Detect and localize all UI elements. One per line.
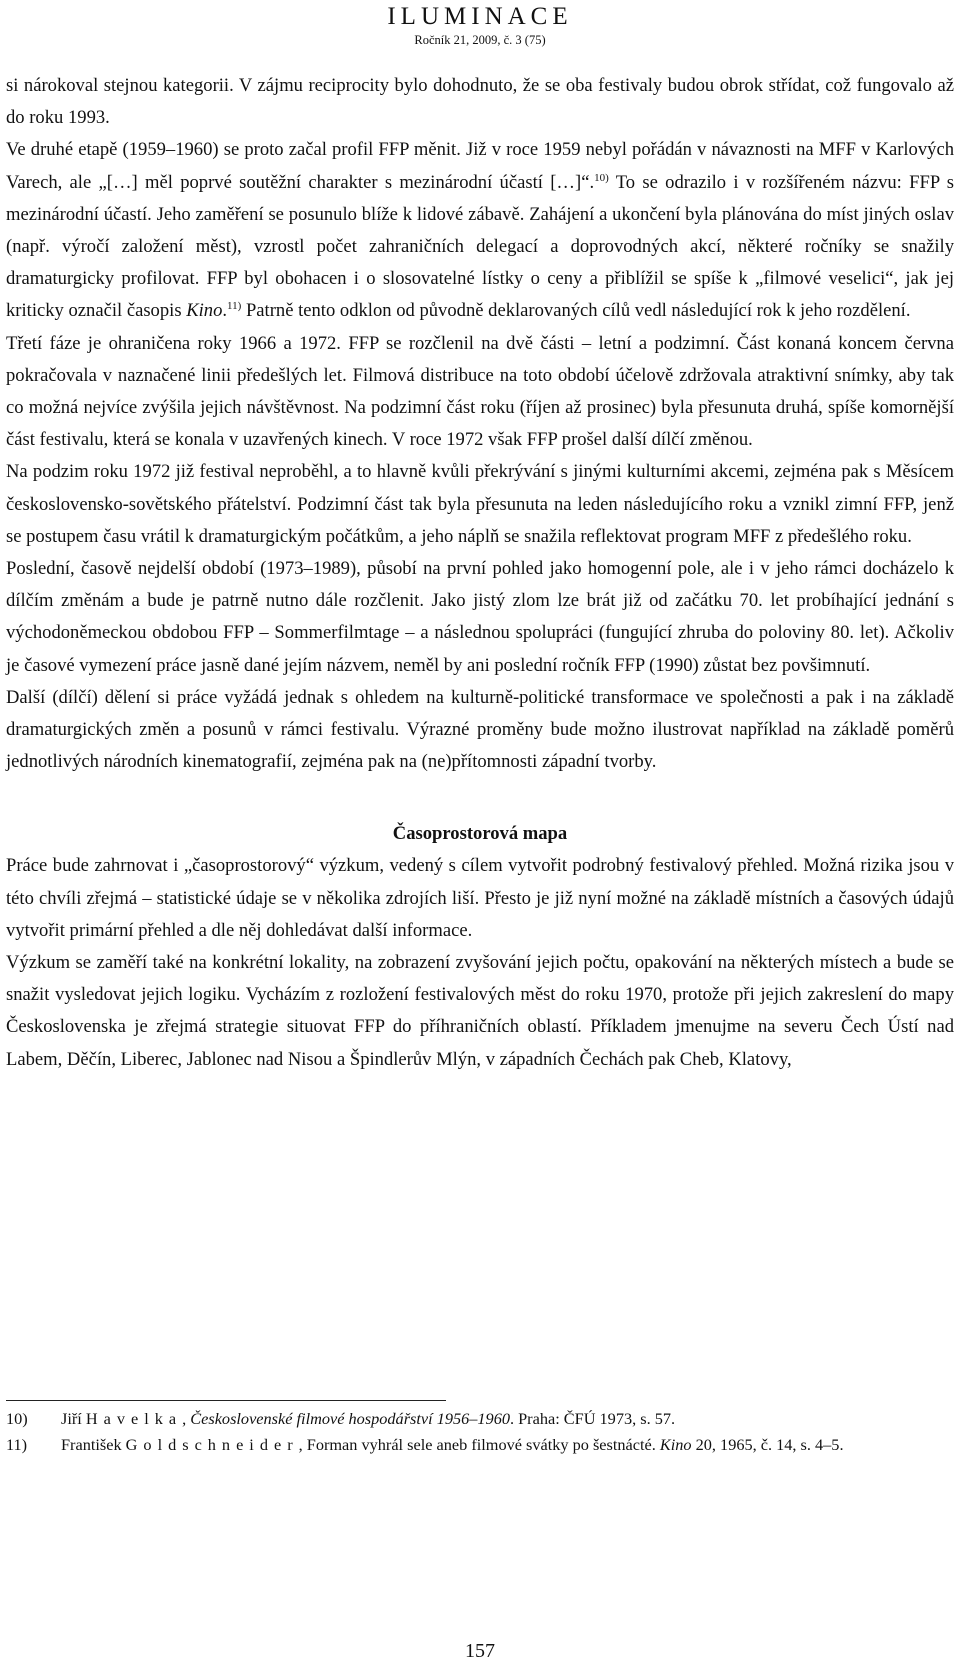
- footnote-divider: [6, 1400, 446, 1401]
- paragraph: Výzkum se zaměří také na konkrétní lokality, na zobrazení zvyšování jejich počtu, opakování na některých místech a bude se snažit vysledovat jejich logiku. Vycházím z rozložení festivalových měst do roku 1970, protože při jejich zakreslení do mapy Československa je zřejmá strategie situovat FFP do příhraničních oblastí. Příkladem jmenujme na severu Čech Ústí nad Labem, Děčín, Liberec, Jablonec nad Nisou a Špindlerův Mlýn, v západních Čechách pak Cheb, Klatovy,: [6, 952, 954, 1070]
- footnotes: [6, 1406, 954, 1458]
- journal-name: Kino: [659, 1435, 692, 1454]
- section-heading: Časoprostorová mapa: [392, 823, 568, 845]
- footnote-number: 11): [6, 1435, 28, 1454]
- footnote-number: 10): [6, 1409, 28, 1428]
- paragraph-text: Ve druhé etapě (1959–1960) se proto začal profil FFP měnit. Již v roce 1959 nebyl pořádán v návaznosti na MFF v Karlových Varech, ale „[…] měl poprvé soutěžní charakter s mezinárodní účastí […]“.: [6, 139, 954, 193]
- paragraph: si nárokoval stejnou kategorii. V zájmu reciprocity bylo dohodnuto, že se oba festivaly budou obrok střídat, což fungovalo až do roku 1993.: [6, 75, 954, 129]
- paragraph: Třetí fáze je ohraničena roky 1966 a 1972. FFP se rozčlenil na dvě části – letní a podzimní. Část konaná koncem června pokračovala v naznačené linii předešlých let. Filmová distribuce na toto období účelově zdržovala atraktivní snímky, aby tak co možná nejvíce zvýšila jejich návštěvnost. Na podzimní část roku (říjen až prosinec) byla přesunuta druhá, spíše komornější část festivalu, která se konala v uzavřených kinech. V roce 1972 však FFP prošel další dílčí změnou.: [6, 332, 954, 451]
- paragraph: Poslední, časově nejdelší období (1973–1989), působí na první pohled jako homogenní pole, ale i v jeho rámci docházelo k dílčím změnám a bude je patrně nutno dále rozčlenit. Jako jistý zlom lze brát již od začátku 70. let probíhající jednání s východoněmeckou obdobou FFP – Sommerfilmtage – a následnou spolupráci (fungující zhruba do poloviny 80. let). Ačkoliv je časové vymezení práce jasně dané jejím názvem, neměl by ani poslední ročník FFP (1990) zůstat bez povšimnutí.: [6, 558, 954, 676]
- paragraph: Práce bude zahrnovat i „časoprostorový“ výzkum, vedený s cílem vytvořit podrobný festivalový přehled. Možná rizika jsou v této chvíli zřejmá – statistické údaje se v několika zdrojích liší. Přesto je již nyní možné na základě místních a časových údajů vytvořit primární přehled a dle něj dohledávat další informace.: [6, 855, 954, 941]
- footnote-11: 11) František Goldschneider, Forman vyhrál sele aneb filmové svátky po šestnácté. Kino 20, 1965, č. 14, s. 4–5.: [6, 1432, 954, 1458]
- paragraph-text: To se odrazilo i v rozšířeném názvu: FFP s mezinárodní účastí. Jeho zaměření se posunulo blíže k lidové zábavě. Zahájení a ukončení byla plánována do míst jiných oslav (např. výročí založení měst), vzrostl počet zahraničních delegací a doprovodných akcí, některé ročníky se snažily dramaturgicky profilovat. FFP byl obohacen i o slosovatelné lístky o ceny a přiblížil se spíše k „filmové veselici“, jak jej kriticky označil časopis: [6, 171, 954, 322]
- footnote-ref[interactable]: 10): [594, 171, 609, 184]
- journal-title: ILUMINACE: [387, 3, 573, 30]
- book-title: Československé filmové hospodářství 1956–1960: [190, 1409, 510, 1428]
- paragraph: Ve druhé etapě (1959–1960) se proto začal profil FFP měnit. Již v roce 1959 nebyl pořádán v návaznosti na MFF v Karlových Varech, ale „[…] měl poprvé soutěžní charakter s mezinárodní účastí […]“.$^{10)}$ To se odrazilo i v rozšířeném názvu: FFP s mezinárodní účastí. Jeho zaměření se posunulo blíže k lidové zábavě. Zahájení a ukončení byla plánována do míst jiných oslav (např. výročí založení měst), vzrostl počet zahraničních delegací a doprovodných akcí, některé ročníky se snažily dramaturgicky profilovat. FFP byl obohacen i o slosovatelné lístky o ceny a přiblížil se spíše k „filmové veselici“, jak jej kriticky označil časopis Kino.$^{11)}$ Patrně tento odklon od původně deklarovaných cílů vedl následující rok k jeho rozdělení.: [6, 139, 954, 322]
- page-number: 157: [465, 1640, 495, 1662]
- footnote-10: 10) Jiří Havelka, Československé filmové hospodářství 1956–1960. Praha: ČFÚ 1973, s. 57.: [6, 1406, 954, 1432]
- author-name: Havelka: [85, 1409, 183, 1428]
- author-name: Goldschneider: [125, 1435, 299, 1454]
- issue-info: Ročník 21, 2009, č. 3 (75): [414, 33, 546, 47]
- paragraph-text: Patrně tento odklon od původně deklarovaných cílů vedl následující rok k jeho rozdělení.: [241, 300, 911, 322]
- paragraph: Další (dílčí) dělení si práce vyžádá jednak s ohledem na kulturně-politické transformace ve společnosti a pak i na základě dramaturgických změn a posunů v rámci festivalu. Výrazné proměny bude možno ilustrovat například na základě poměrů jednotlivých národních kinematografií, zejména pak na (ne)přítomnosti západní tvorby.: [6, 686, 954, 773]
- footnote-ref[interactable]: 11): [227, 300, 242, 313]
- paragraph: Na podzim roku 1972 již festival neproběhl, a to hlavně kvůli překrývání s jinými kulturními akcemi, zejména pak s Měsícem československo-sovětského přátelství. Podzimní část tak byla přesunuta na leden následujícího roku a vznikl zimní FFP, jenž se postupem času vrátil k dramaturgickým počátkům, a jeho náplň se snažila reflektovat program MFF z předešlého roku.: [6, 461, 954, 547]
- running-head: [0, 2, 960, 48]
- article-body: [6, 70, 954, 1076]
- journal-name: Kino: [186, 300, 223, 322]
